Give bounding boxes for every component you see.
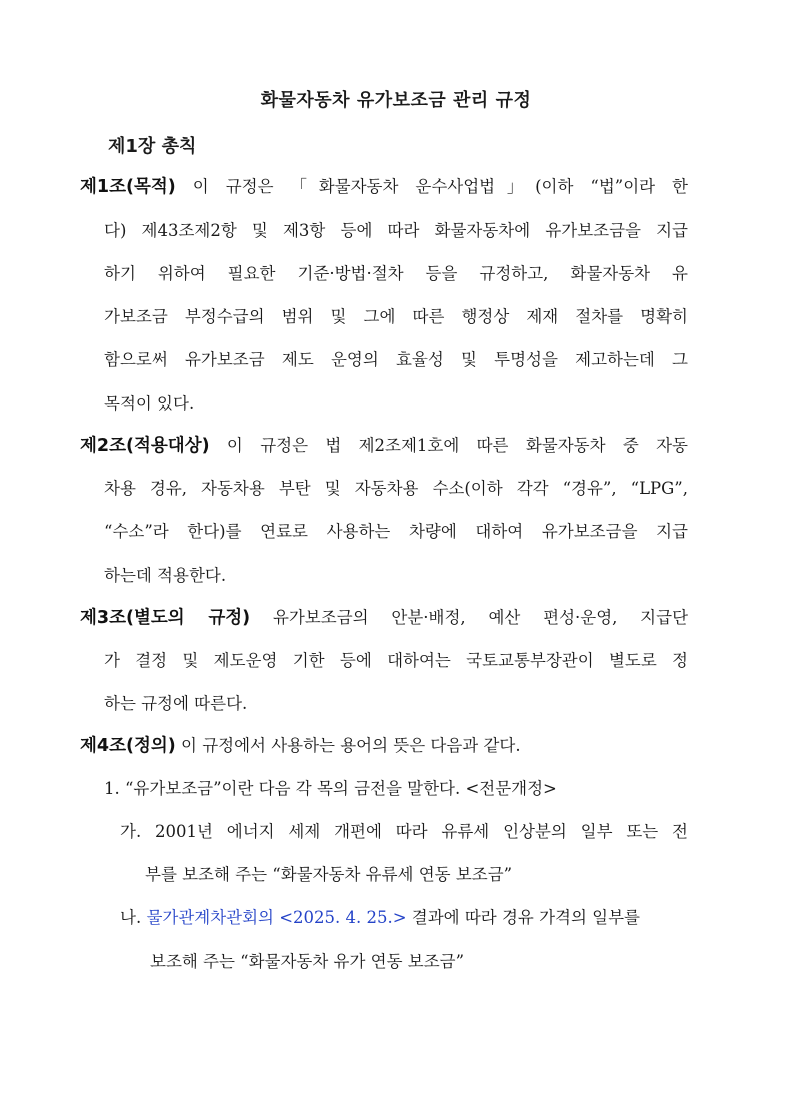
article-3-text: 유가보조금의 안분·배정, 예산 편성·운영, 지급단 <box>250 608 689 627</box>
article-4-text: 이 규정에서 사용하는 용어의 뜻은 다음과 같다. <box>175 736 521 755</box>
sub-na-rest: 결과에 따라 경유 가격의 일부를 <box>406 908 640 927</box>
article-4-item-1: 1. “유가보조금”이란 다음 각 목의 금전을 말한다. <전문개정> <box>104 779 557 798</box>
article-1-line-2: 다) 제43조제2항 및 제3항 등에 따라 화물자동차에 유가보조금을 지급 <box>104 221 688 240</box>
article-2-text: 이 규정은 법 제2조제1호에 따른 화물자동차 중 자동 <box>209 436 688 455</box>
article-1-line-6: 목적이 있다. <box>104 394 195 413</box>
article-1-line-4: 가보조금 부정수급의 범위 및 그에 따른 행정상 제재 절차를 명확히 <box>104 307 688 326</box>
article-4-sub-na-line-2: 보조해 주는 “화물자동차 유가 연동 보조금” <box>150 952 465 971</box>
article-4-sub-ga-line-1: 가. 2001년 에너지 세제 개편에 따라 유류세 인상분의 일부 또는 전 <box>120 822 688 841</box>
article-2-line-1 <box>80 434 688 458</box>
article-4-heading: 제4조(정의) <box>80 736 176 756</box>
article-4-sub-na-line-1 <box>120 906 640 930</box>
sub-na-prefix: 나. <box>120 908 147 927</box>
article-3-line-3: 하는 규정에 따른다. <box>104 694 248 713</box>
chapter-heading: 제1장 총칙 <box>108 136 197 157</box>
article-1-text: 이 규정은 「화물자동차 운수사업법」(이하 “법”이라 한 <box>175 177 688 196</box>
document-title: 화물자동차 유가보조금 관리 규정 <box>260 90 532 111</box>
article-3-line-2: 가 결정 및 제도운영 기한 등에 대하여는 국토교통부장관이 별도로 정 <box>104 651 688 670</box>
article-2-line-2: 차용 경유, 자동차용 부탄 및 자동차용 수소(이하 각각 “경유”, “LPG”, <box>104 479 688 498</box>
article-1-line-1 <box>80 175 688 199</box>
article-1-line-3: 하기 위하여 필요한 기준·방법·절차 등을 규정하고, 화물자동차 유 <box>104 264 688 283</box>
article-2-line-3: “수소”라 한다)를 연료로 사용하는 차량에 대하여 유가보조금을 지급 <box>104 522 688 541</box>
article-2-heading: 제2조(적용대상) <box>80 436 210 456</box>
amendment-highlight: 물가관계차관회의 <2025. 4. 25.> <box>146 908 407 927</box>
article-2-line-4: 하는데 적용한다. <box>104 566 227 585</box>
article-1-heading: 제1조(목적) <box>80 177 176 197</box>
article-4-sub-ga-line-2: 부를 보조해 주는 “화물자동차 유류세 연동 보조금” <box>145 865 513 884</box>
article-3-line-1 <box>80 606 688 630</box>
article-1-line-5: 함으로써 유가보조금 제도 운영의 효율성 및 투명성을 제고하는데 그 <box>104 350 688 369</box>
article-3-heading: 제3조(별도의 규정) <box>80 608 251 628</box>
article-4-line-1 <box>80 734 521 758</box>
